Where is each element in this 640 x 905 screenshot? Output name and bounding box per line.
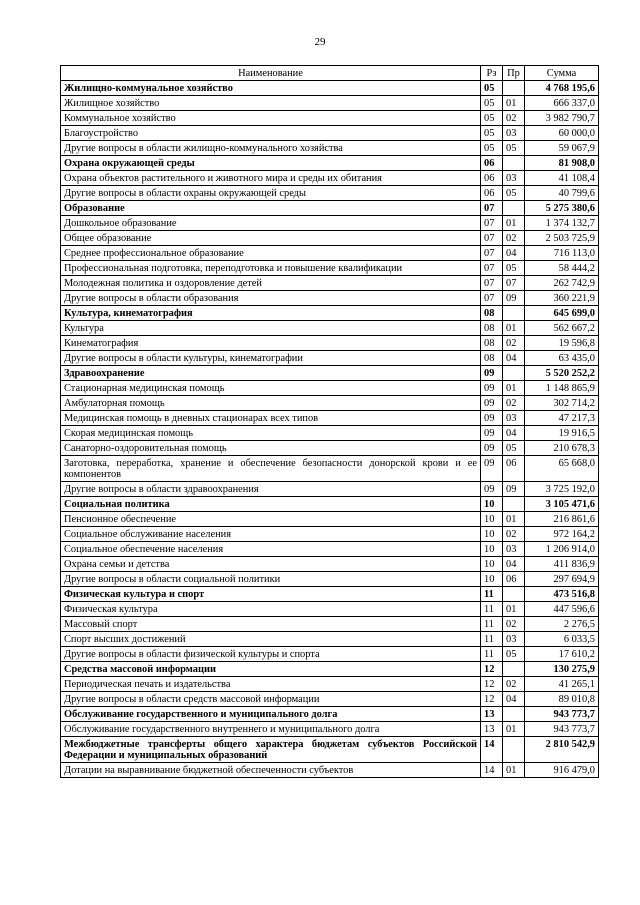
row-rz: 12: [481, 677, 503, 692]
row-sum: 41 108,4: [525, 171, 599, 186]
row-sum: 17 610,2: [525, 647, 599, 662]
row-rz: 13: [481, 722, 503, 737]
row-rz: 07: [481, 201, 503, 216]
row-name: Санаторно-оздоровительная помощь: [61, 441, 481, 456]
row-rz: 10: [481, 497, 503, 512]
row-name: Медицинская помощь в дневных стационарах всех типов: [61, 411, 481, 426]
row-sum: 63 435,0: [525, 351, 599, 366]
table-row: [61, 426, 599, 441]
table-row: [61, 557, 599, 572]
row-pr: [503, 201, 525, 216]
row-sum: 360 221,9: [525, 291, 599, 306]
row-sum: 47 217,3: [525, 411, 599, 426]
row-pr: 05: [503, 186, 525, 201]
row-pr: [503, 662, 525, 677]
row-sum: 210 678,3: [525, 441, 599, 456]
row-pr: [503, 707, 525, 722]
row-rz: 09: [481, 366, 503, 381]
row-sum: 40 799,6: [525, 186, 599, 201]
row-pr: 02: [503, 396, 525, 411]
row-rz: 07: [481, 216, 503, 231]
row-name: Общее образование: [61, 231, 481, 246]
row-rz: 09: [481, 441, 503, 456]
row-sum: 2 810 542,9: [525, 737, 599, 763]
row-name: Кинематография: [61, 336, 481, 351]
row-sum: 2 276,5: [525, 617, 599, 632]
row-rz: 10: [481, 572, 503, 587]
row-pr: 04: [503, 246, 525, 261]
row-sum: 645 699,0: [525, 306, 599, 321]
row-sum: 1 374 132,7: [525, 216, 599, 231]
table-row: [61, 441, 599, 456]
row-name: Амбулаторная помощь: [61, 396, 481, 411]
row-sum: 262 742,9: [525, 276, 599, 291]
table-row: [61, 542, 599, 557]
row-name: Здравоохранение: [61, 366, 481, 381]
row-sum: 297 694,9: [525, 572, 599, 587]
row-pr: 05: [503, 441, 525, 456]
table-header-row: [61, 66, 599, 81]
table-row: [61, 572, 599, 587]
row-sum: 19 916,5: [525, 426, 599, 441]
row-name: Профессиональная подготовка, переподготовка и повышение квалификации: [61, 261, 481, 276]
row-pr: 05: [503, 141, 525, 156]
row-rz: 05: [481, 96, 503, 111]
row-pr: 01: [503, 512, 525, 527]
row-name: Охрана объектов растительного и животного мира и среды их обитания: [61, 171, 481, 186]
row-rz: 11: [481, 617, 503, 632]
row-sum: 3 105 471,6: [525, 497, 599, 512]
table-row: [61, 126, 599, 141]
row-sum: 1 206 914,0: [525, 542, 599, 557]
row-rz: 07: [481, 231, 503, 246]
row-pr: 01: [503, 321, 525, 336]
row-rz: 09: [481, 482, 503, 497]
table-row: [61, 677, 599, 692]
row-pr: 05: [503, 647, 525, 662]
row-rz: 09: [481, 456, 503, 482]
row-sum: 473 516,8: [525, 587, 599, 602]
row-rz: 07: [481, 261, 503, 276]
section-row: [61, 156, 599, 171]
section-row: [61, 707, 599, 722]
row-name: Другие вопросы в области охраны окружающей среды: [61, 186, 481, 201]
table-row: [61, 482, 599, 497]
row-pr: 01: [503, 722, 525, 737]
table-row: [61, 231, 599, 246]
row-name: Дошкольное образование: [61, 216, 481, 231]
row-name: Другие вопросы в области средств массовой информации: [61, 692, 481, 707]
row-rz: 09: [481, 426, 503, 441]
row-pr: 04: [503, 351, 525, 366]
row-pr: [503, 366, 525, 381]
row-pr: [503, 306, 525, 321]
row-pr: 06: [503, 572, 525, 587]
row-pr: 02: [503, 336, 525, 351]
row-name: Обслуживание государственного и муниципального долга: [61, 707, 481, 722]
table-row: [61, 186, 599, 201]
header-name: Наименование: [61, 66, 481, 81]
row-rz: 05: [481, 126, 503, 141]
table-row: [61, 381, 599, 396]
table-row: [61, 512, 599, 527]
row-sum: 3 982 790,7: [525, 111, 599, 126]
row-pr: 09: [503, 482, 525, 497]
row-name: Стационарная медицинская помощь: [61, 381, 481, 396]
row-pr: 04: [503, 557, 525, 572]
row-pr: 01: [503, 216, 525, 231]
row-name: Средства массовой информации: [61, 662, 481, 677]
row-sum: 58 444,2: [525, 261, 599, 276]
row-pr: 03: [503, 542, 525, 557]
row-rz: 10: [481, 527, 503, 542]
header-sum: Сумма: [525, 66, 599, 81]
row-name: Физическая культура и спорт: [61, 587, 481, 602]
row-name: Жилищно-коммунальное хозяйство: [61, 81, 481, 96]
table-row: [61, 291, 599, 306]
row-name: Коммунальное хозяйство: [61, 111, 481, 126]
row-rz: 09: [481, 411, 503, 426]
section-row: [61, 81, 599, 96]
row-rz: 05: [481, 81, 503, 96]
row-sum: 411 836,9: [525, 557, 599, 572]
row-sum: 59 067,9: [525, 141, 599, 156]
row-sum: 216 861,6: [525, 512, 599, 527]
row-name: Благоустройство: [61, 126, 481, 141]
row-sum: 3 725 192,0: [525, 482, 599, 497]
row-pr: 05: [503, 261, 525, 276]
row-name: Дотации на выравнивание бюджетной обеспеченности субъектов: [61, 763, 481, 778]
row-sum: 302 714,2: [525, 396, 599, 411]
row-pr: 03: [503, 126, 525, 141]
budget-table: [60, 65, 599, 778]
page-number: 29: [314, 36, 326, 48]
row-name: Скорая медицинская помощь: [61, 426, 481, 441]
row-sum: 2 503 725,9: [525, 231, 599, 246]
header-rz: Рз: [481, 66, 503, 81]
row-pr: [503, 587, 525, 602]
row-rz: 11: [481, 647, 503, 662]
table-row: [61, 261, 599, 276]
row-sum: 666 337,0: [525, 96, 599, 111]
row-rz: 10: [481, 512, 503, 527]
table-row: [61, 141, 599, 156]
section-row: [61, 737, 599, 763]
row-rz: 07: [481, 276, 503, 291]
row-pr: 01: [503, 602, 525, 617]
header-pr: Пр: [503, 66, 525, 81]
row-name: Культура: [61, 321, 481, 336]
row-rz: 08: [481, 336, 503, 351]
row-pr: [503, 81, 525, 96]
table-row: [61, 527, 599, 542]
table-row: [61, 336, 599, 351]
row-sum: 65 668,0: [525, 456, 599, 482]
table-row: [61, 617, 599, 632]
row-name: Социальное обслуживание населения: [61, 527, 481, 542]
row-sum: 916 479,0: [525, 763, 599, 778]
row-sum: 130 275,9: [525, 662, 599, 677]
table-row: [61, 321, 599, 336]
row-name: Другие вопросы в области жилищно-коммунального хозяйства: [61, 141, 481, 156]
table-row: [61, 246, 599, 261]
row-pr: [503, 737, 525, 763]
row-rz: 07: [481, 246, 503, 261]
row-name: Другие вопросы в области физической культуры и спорта: [61, 647, 481, 662]
row-sum: 1 148 865,9: [525, 381, 599, 396]
row-rz: 10: [481, 542, 503, 557]
row-pr: 01: [503, 381, 525, 396]
row-name: Пенсионное обеспечение: [61, 512, 481, 527]
section-row: [61, 366, 599, 381]
row-sum: 19 596,8: [525, 336, 599, 351]
row-rz: 09: [481, 381, 503, 396]
row-sum: 447 596,6: [525, 602, 599, 617]
row-name: Заготовка, переработка, хранение и обеспечение безопасности донорской крови и ее компонентов: [61, 456, 481, 482]
row-pr: 02: [503, 677, 525, 692]
table-row: [61, 722, 599, 737]
row-name: Образование: [61, 201, 481, 216]
row-rz: 11: [481, 587, 503, 602]
row-pr: 02: [503, 527, 525, 542]
row-pr: 02: [503, 617, 525, 632]
row-pr: 09: [503, 291, 525, 306]
row-rz: 08: [481, 351, 503, 366]
row-rz: 07: [481, 291, 503, 306]
row-sum: 562 667,2: [525, 321, 599, 336]
table-row: [61, 647, 599, 662]
row-name: Культура, кинематография: [61, 306, 481, 321]
table-row: [61, 171, 599, 186]
row-name: Среднее профессиональное образование: [61, 246, 481, 261]
row-name: Периодическая печать и издательства: [61, 677, 481, 692]
table-row: [61, 602, 599, 617]
row-name: Другие вопросы в области здравоохранения: [61, 482, 481, 497]
row-sum: 6 033,5: [525, 632, 599, 647]
table-row: [61, 632, 599, 647]
row-rz: 13: [481, 707, 503, 722]
row-name: Социальное обеспечение населения: [61, 542, 481, 557]
row-name: Обслуживание государственного внутреннего и муниципального долга: [61, 722, 481, 737]
row-name: Охрана семьи и детства: [61, 557, 481, 572]
row-rz: 09: [481, 396, 503, 411]
row-pr: 04: [503, 426, 525, 441]
table-row: [61, 276, 599, 291]
table-row: [61, 216, 599, 231]
row-name: Массовый спорт: [61, 617, 481, 632]
row-name: Физическая культура: [61, 602, 481, 617]
section-row: [61, 201, 599, 216]
row-rz: 10: [481, 557, 503, 572]
row-sum: 943 773,7: [525, 722, 599, 737]
row-pr: [503, 497, 525, 512]
row-sum: 972 164,2: [525, 527, 599, 542]
row-rz: 14: [481, 763, 503, 778]
row-sum: 5 520 252,2: [525, 366, 599, 381]
section-row: [61, 662, 599, 677]
table-row: [61, 692, 599, 707]
row-name: Межбюджетные трансферты общего характера бюджетам субъектов Российской Федерации и муниципальных образований: [61, 737, 481, 763]
row-sum: 89 010,8: [525, 692, 599, 707]
row-sum: 81 908,0: [525, 156, 599, 171]
row-name: Социальная политика: [61, 497, 481, 512]
row-pr: 03: [503, 632, 525, 647]
row-sum: 943 773,7: [525, 707, 599, 722]
row-pr: 04: [503, 692, 525, 707]
row-pr: 03: [503, 171, 525, 186]
row-rz: 06: [481, 171, 503, 186]
row-sum: 4 768 195,6: [525, 81, 599, 96]
section-row: [61, 306, 599, 321]
section-row: [61, 587, 599, 602]
row-rz: 11: [481, 602, 503, 617]
row-pr: 07: [503, 276, 525, 291]
row-rz: 05: [481, 141, 503, 156]
row-pr: 02: [503, 231, 525, 246]
row-name: Охрана окружающей среды: [61, 156, 481, 171]
row-rz: 06: [481, 186, 503, 201]
row-rz: 08: [481, 306, 503, 321]
row-rz: 12: [481, 662, 503, 677]
section-row: [61, 497, 599, 512]
row-rz: 05: [481, 111, 503, 126]
row-name: Спорт высших достижений: [61, 632, 481, 647]
row-pr: 03: [503, 411, 525, 426]
row-pr: 01: [503, 96, 525, 111]
row-rz: 12: [481, 692, 503, 707]
table-row: [61, 763, 599, 778]
table-body: [61, 81, 599, 778]
row-sum: 716 113,0: [525, 246, 599, 261]
table-row: [61, 396, 599, 411]
table-row: [61, 351, 599, 366]
row-name: Другие вопросы в области образования: [61, 291, 481, 306]
row-pr: [503, 156, 525, 171]
row-sum: 5 275 380,6: [525, 201, 599, 216]
row-name: Другие вопросы в области культуры, кинематографии: [61, 351, 481, 366]
row-sum: 60 000,0: [525, 126, 599, 141]
row-rz: 06: [481, 156, 503, 171]
table-row: [61, 411, 599, 426]
row-name: Жилищное хозяйство: [61, 96, 481, 111]
row-pr: 02: [503, 111, 525, 126]
row-sum: 41 265,1: [525, 677, 599, 692]
row-rz: 08: [481, 321, 503, 336]
table-row: [61, 111, 599, 126]
table-row: [61, 96, 599, 111]
row-pr: 01: [503, 763, 525, 778]
row-pr: 06: [503, 456, 525, 482]
row-rz: 11: [481, 632, 503, 647]
row-name: Другие вопросы в области социальной политики: [61, 572, 481, 587]
row-name: Молодежная политика и оздоровление детей: [61, 276, 481, 291]
row-rz: 14: [481, 737, 503, 763]
table-row: [61, 456, 599, 482]
